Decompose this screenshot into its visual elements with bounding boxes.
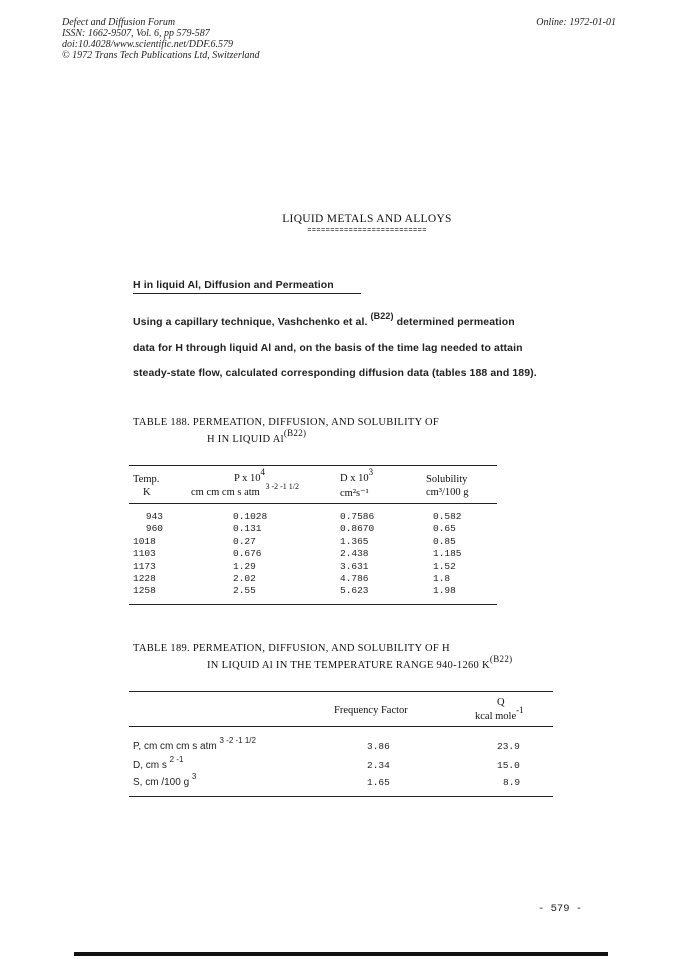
- reference-b22: (B22): [370, 311, 394, 321]
- subsection-title: H in liquid Al, Diffusion and Permeation: [133, 279, 334, 291]
- journal-header: [62, 17, 260, 61]
- paragraph-line-1: [133, 311, 515, 328]
- table-cell: 1173: [133, 560, 156, 572]
- header-q-unit-sup: -1: [516, 705, 524, 715]
- table188-header-rule: [129, 503, 497, 504]
- table-cell: 1.365: [340, 535, 369, 547]
- table-cell: 1258: [133, 585, 156, 597]
- table-cell: 0.8670: [340, 523, 375, 535]
- table-cell: 1103: [133, 548, 156, 560]
- table188-bottom-rule: [129, 604, 497, 605]
- header-q-unit: [475, 705, 524, 722]
- header-p-sup: 4: [260, 467, 265, 477]
- journal-name: Defect and Diffusion Forum: [62, 17, 176, 28]
- table-cell: 943: [145, 511, 163, 522]
- table-cell: 8.9: [503, 777, 521, 788]
- header-d: [340, 467, 374, 484]
- table-cell: 0.85: [433, 535, 456, 547]
- table-cell: 3.631: [340, 560, 369, 572]
- table189-bottom-rule: [129, 796, 553, 797]
- table-cell: 2.34: [367, 760, 390, 771]
- header-p-unit-text: cm cm cm s atm: [191, 487, 260, 498]
- table-cell: 5.623: [340, 585, 369, 597]
- header-p: [234, 467, 265, 484]
- table189-caption-line2: [207, 654, 513, 671]
- row-label-s: [133, 772, 197, 788]
- copyright-line: © 1972 Trans Tech Publications Ltd, Switzerland: [62, 50, 260, 61]
- caption-text: IN LIQUID Al IN THE TEMPERATURE RANGE 940-1260 K: [207, 660, 490, 671]
- online-date: Online: 1972-01-01: [536, 17, 616, 28]
- header-p-unit-exponents: 3 -2 -1 1/2: [265, 482, 300, 491]
- table-cell: 1228: [133, 573, 156, 585]
- row-label-d: [133, 755, 184, 771]
- page-number: - 579 -: [538, 903, 583, 915]
- table-cell: 23.9: [497, 741, 520, 752]
- header-q: Q: [497, 697, 505, 708]
- header-temp: Temp.: [133, 474, 160, 485]
- table-cell: 3.86: [367, 741, 390, 752]
- paragraph-text: determined permeation: [396, 316, 515, 328]
- header-frequency-factor: Frequency Factor: [334, 705, 408, 716]
- paragraph-line-3: steady-state flow, calculated corresponding diffusion data (tables 188 and 189).: [133, 367, 537, 379]
- header-p-unit: [191, 482, 300, 498]
- table-cell: 1.8: [433, 573, 451, 585]
- section-underline: ==========================: [307, 227, 427, 235]
- caption-ref: (B22): [283, 428, 307, 438]
- table-cell: 0.676: [233, 548, 262, 560]
- table-cell: 0.27: [233, 535, 256, 547]
- footer-rule: [74, 952, 608, 956]
- header-d-sup: 3: [368, 467, 374, 477]
- row-label-text: P, cm cm cm s atm: [133, 741, 217, 752]
- table-cell: 4.786: [340, 573, 369, 585]
- table188-top-rule: [129, 465, 497, 466]
- table188-caption-line2: [207, 428, 307, 445]
- paragraph-text: Using a capillary technique, Vashchenko et al.: [133, 316, 368, 328]
- header-d-text: D x 10: [340, 473, 369, 484]
- table-cell: 2.02: [233, 573, 256, 585]
- row-label-exponents: 3 -2 -1 1/2: [219, 736, 256, 745]
- caption-ref: (B22): [489, 654, 513, 664]
- table-cell: 0.65: [433, 523, 456, 535]
- table-cell: 0.582: [433, 511, 462, 522]
- paragraph-line-2: data for H through liquid Al and, on the basis of the time lag needed to attain: [133, 342, 523, 354]
- table-cell: 1.52: [433, 560, 456, 572]
- table-cell: 1.65: [367, 777, 390, 788]
- table-cell: 0.131: [233, 523, 262, 535]
- table-cell: 1.29: [233, 560, 256, 572]
- table-cell: 15.0: [497, 760, 520, 771]
- row-label-exponents: 2 -1: [169, 755, 184, 764]
- doi-line: doi:10.4028/www.scientific.net/DDF.6.579: [62, 39, 234, 50]
- header-d-unit: cm²s⁻¹: [340, 488, 369, 499]
- table-cell: 2.438: [340, 548, 369, 560]
- column-solubility: [433, 511, 462, 598]
- table188-caption-line1: TABLE 188. PERMEATION, DIFFUSION, AND SOLUBILITY OF: [133, 417, 440, 428]
- header-solubility: Solubility: [426, 474, 468, 485]
- issn-line: ISSN: 1662-9507, Vol. 6, pp 579-587: [62, 28, 210, 39]
- header-temp-unit: K: [143, 487, 151, 498]
- table-cell: 960: [145, 523, 163, 535]
- table189-top-rule: [129, 691, 553, 692]
- table-cell: 0.7586: [340, 511, 375, 522]
- row-label-text: D, cm s: [133, 760, 167, 771]
- table-cell: 1018: [133, 535, 156, 547]
- header-p-text: P x 10: [234, 473, 261, 484]
- subsection-underline: [133, 293, 361, 294]
- column-p: [233, 511, 267, 598]
- section-title: LIQUID METALS AND ALLOYS: [282, 213, 452, 225]
- table-cell: 2.55: [233, 585, 256, 597]
- row-label-exponents: 3: [191, 772, 197, 781]
- caption-text: H IN LIQUID Al: [207, 434, 284, 445]
- header-solubility-unit: cm³/100 g: [426, 487, 469, 498]
- header-q-unit-text: kcal mole: [475, 711, 517, 722]
- table189-header-rule: [129, 726, 553, 727]
- table-cell: 1.185: [433, 548, 462, 560]
- table-cell: 1.98: [433, 585, 456, 597]
- row-label-text: S, cm /100 g: [133, 777, 190, 788]
- column-d: [340, 511, 374, 598]
- table189-caption-line1: TABLE 189. PERMEATION, DIFFUSION, AND SOLUBILITY OF H: [133, 643, 450, 654]
- column-temp: [133, 511, 177, 598]
- row-label-p: [133, 736, 256, 752]
- table-cell: 0.1028: [233, 511, 268, 522]
